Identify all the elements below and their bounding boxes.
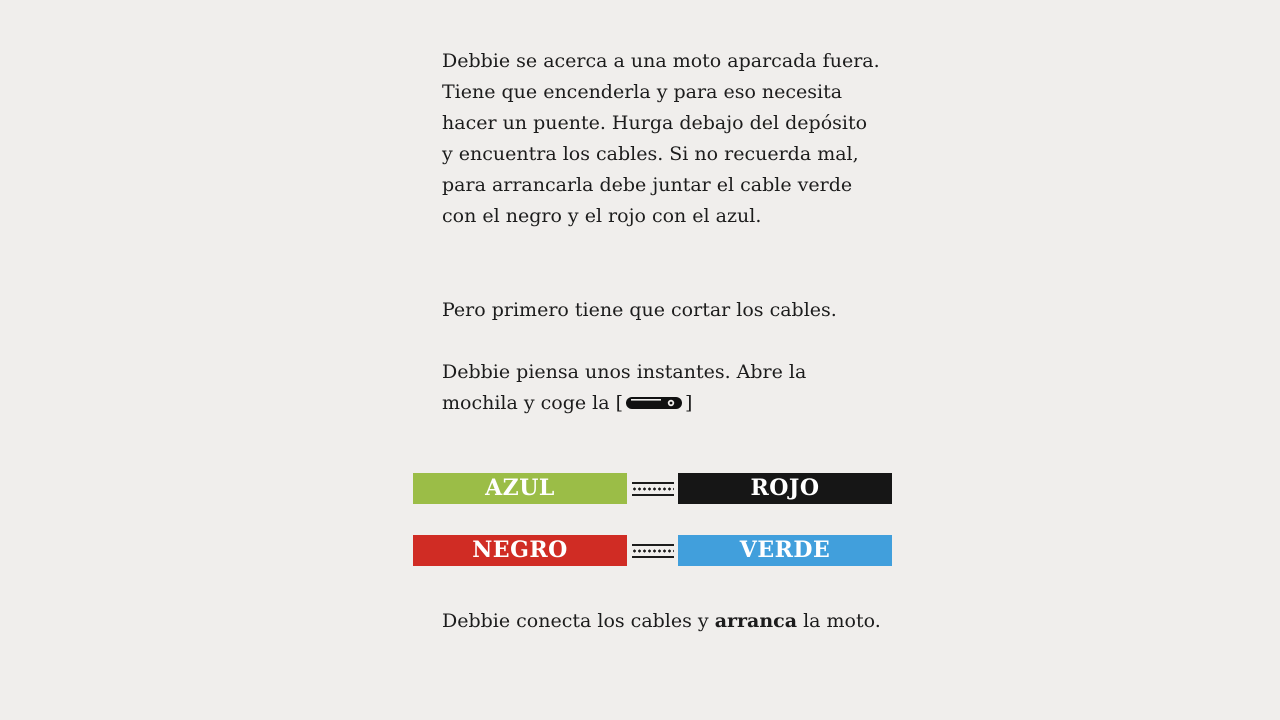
cable-pair-2 [413, 535, 892, 566]
cable-pair-1 [413, 473, 892, 504]
cable-azul[interactable]: AZUL [413, 473, 627, 504]
connector-icon [632, 480, 674, 498]
cable-negro[interactable]: NEGRO [413, 535, 627, 566]
story-paragraph-cut: Pero primero tiene que cortar los cables. [442, 299, 837, 321]
cable-verde[interactable]: VERDE [678, 535, 892, 566]
story-paragraph-start [442, 606, 882, 637]
start-keyword: arranca [714, 610, 798, 632]
start-text-post: la moto. [797, 610, 881, 632]
start-text-pre: Debbie conecta los cables y [442, 610, 715, 632]
connector-icon [632, 542, 674, 560]
cable-rojo[interactable]: ROJO [678, 473, 892, 504]
story-paragraph-intro: Debbie se acerca a una moto aparcada fuera. Tiene que encenderla y para eso necesita hacer un puente. Hurga debajo del depósito y encuentra los cables. Si no recuerda mal, para arrancarla debe juntar el cable verde con el negro y el rojo con el azul. [442, 50, 880, 227]
knife-icon[interactable] [625, 394, 683, 412]
inventory-item-slot[interactable] [616, 392, 693, 414]
story-paragraph-backpack [442, 357, 882, 419]
backpack-text: Debbie piensa unos instantes. Abre la mochila y coge la [442, 361, 807, 414]
slot-open-bracket: [ [615, 392, 624, 414]
slot-close-bracket: ] [685, 392, 693, 414]
